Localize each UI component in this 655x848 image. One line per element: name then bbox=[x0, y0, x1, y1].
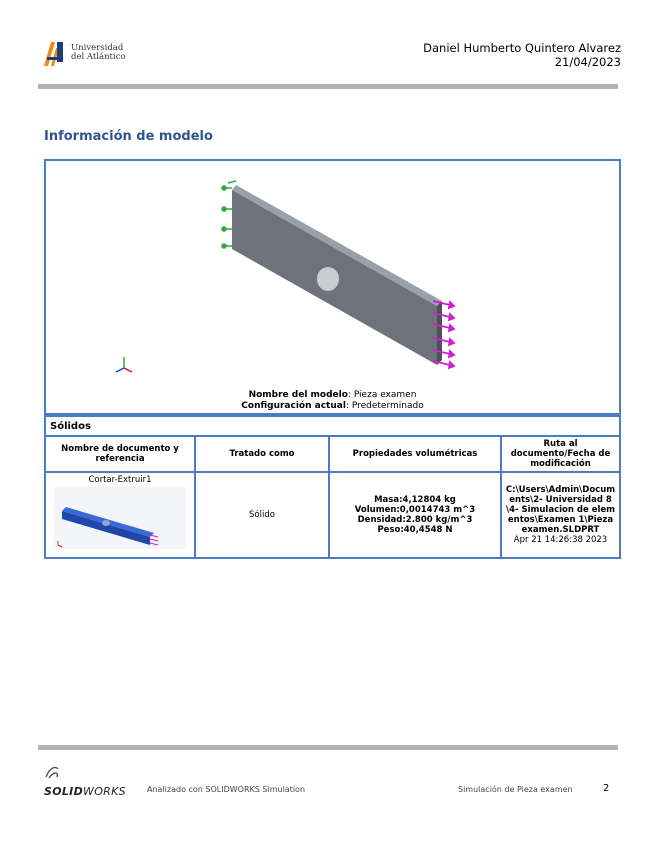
solidworks-wordmark: SOLIDWORKS bbox=[44, 785, 126, 798]
modified-date: Apr 21 14:26:38 2023 bbox=[513, 535, 608, 545]
header-document-name: Nombre de documento y referencia bbox=[45, 436, 195, 472]
model-name-value: Pieza examen bbox=[353, 390, 417, 400]
report-date: 21/04/2023 bbox=[554, 55, 621, 69]
header-divider bbox=[38, 84, 618, 89]
footer-divider bbox=[38, 745, 618, 750]
footer-analysis-text: Analizado con SOLIDWORKS Simulation bbox=[147, 785, 306, 794]
weight-value: Peso:40,4548 N bbox=[377, 525, 453, 535]
density-value: Densidad:2.800 kg/m^3 bbox=[357, 515, 473, 525]
university-logo bbox=[42, 40, 126, 66]
header-volumetric-properties: Propiedades volumétricas bbox=[329, 436, 501, 472]
logo-line-1: Universidad bbox=[71, 43, 124, 53]
mass-value: Masa:4,12804 kg bbox=[374, 495, 456, 505]
logo-line-2: del Atlántico bbox=[71, 52, 126, 62]
header-treated-as: Tratado como bbox=[195, 436, 329, 472]
author-name: Daniel Humberto Quintero Alvarez bbox=[423, 41, 621, 55]
config-label: Configuración actual bbox=[241, 401, 346, 411]
axis-triad-icon bbox=[116, 357, 132, 372]
document-name: Cortar-Extruir1 bbox=[88, 475, 152, 485]
volume-value: Volumen:0,0014743 m^3 bbox=[354, 505, 476, 515]
model-render bbox=[46, 161, 619, 413]
university-logo-mark bbox=[42, 40, 68, 66]
footer-simulation-text: Simulación de Pieza examen bbox=[458, 785, 573, 794]
table-row bbox=[45, 472, 620, 558]
model-name-label: Nombre del modelo bbox=[248, 390, 348, 400]
document-name-cell bbox=[45, 472, 195, 558]
solids-title: Sólidos bbox=[45, 416, 620, 436]
model-caption: Nombre del modelo: Pieza examen Configuración actual: Predeterminado bbox=[241, 390, 424, 411]
document-path-cell bbox=[501, 472, 620, 558]
volumetric-properties-cell bbox=[329, 472, 501, 558]
document-path: C:\Users\Admin\Documents\2- Universidad 8\4- Simulacion de elementos\Examen 1\Pieza examen.SLDPRT bbox=[505, 485, 616, 535]
solid-thumbnail bbox=[54, 487, 186, 549]
config-value: Predeterminado bbox=[351, 401, 424, 411]
model-view bbox=[44, 159, 621, 415]
solids-table bbox=[44, 415, 621, 559]
treated-as-cell: Sólido bbox=[195, 472, 329, 558]
header-document-path: Ruta al documento/Fecha de modificación bbox=[501, 436, 620, 472]
section-title: Información de modelo bbox=[44, 129, 213, 144]
ds-logo-icon bbox=[44, 765, 64, 781]
solidworks-logo bbox=[44, 765, 126, 798]
header-info bbox=[423, 41, 621, 69]
page-number: 2 bbox=[603, 783, 610, 794]
